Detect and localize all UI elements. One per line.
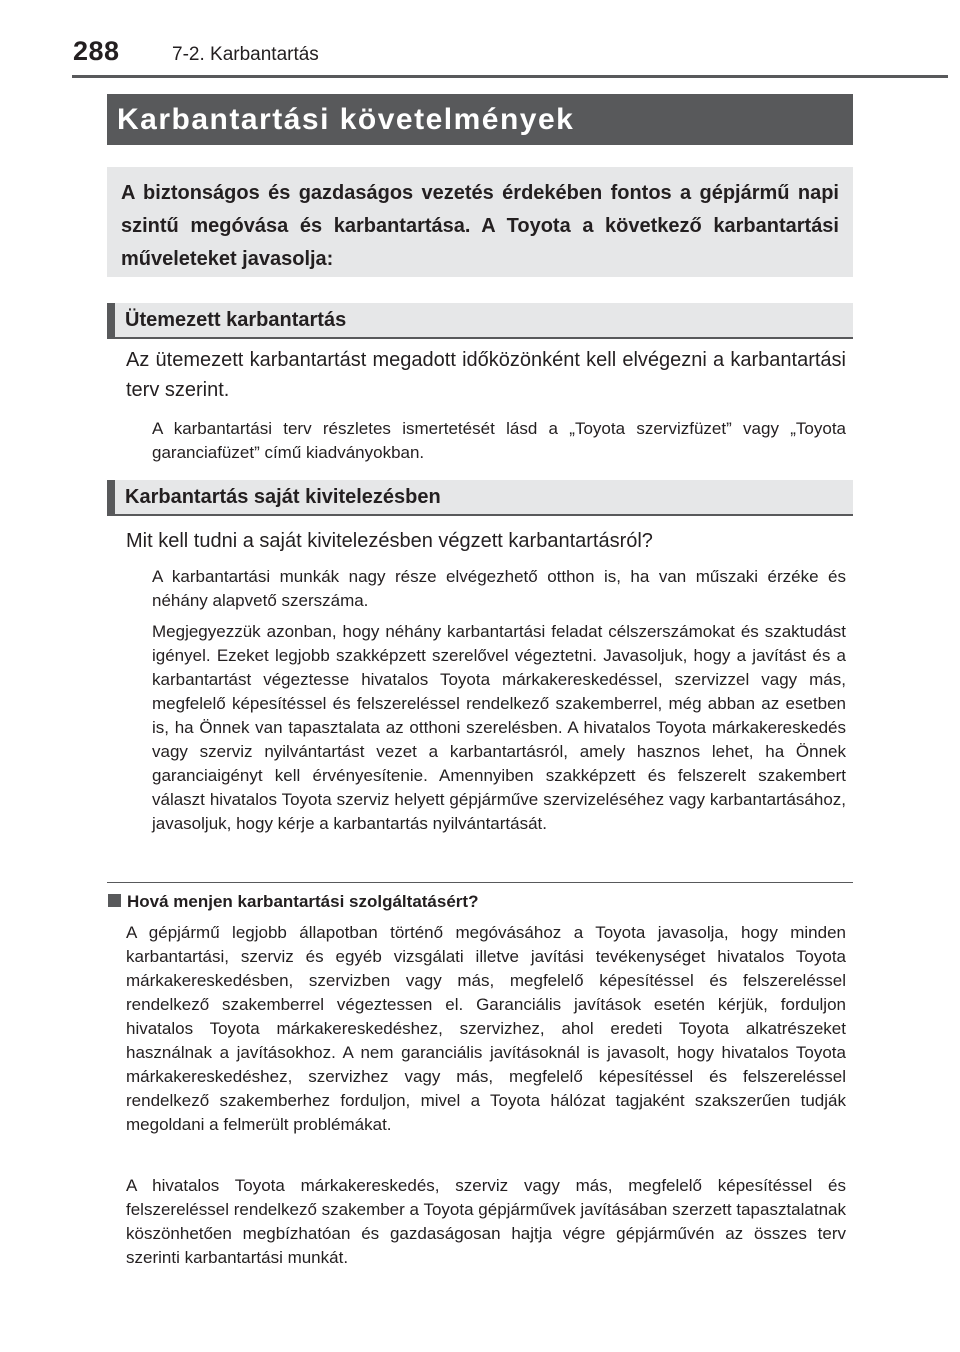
diy-lead-text: Mit kell tudni a saját kivitelezésben végzett karbantartásról? — [126, 530, 653, 552]
page-title: Karbantartási követelmények — [107, 94, 853, 145]
where-heading-text: Hová menjen karbantartási szolgáltatásért? — [127, 892, 479, 911]
square-bullet-icon — [108, 894, 121, 907]
section-divider — [107, 882, 853, 883]
page-number: 288 — [73, 36, 120, 66]
diy-note-1: A karbantartási munkák nagy része elvégezhető otthon is, ha van műszaki érzéke és néhány alapvető szerszáma. — [152, 567, 846, 610]
diy-note-2: Megjegyezzük azonban, hogy néhány karbantartási feladat célszerszámokat és szaktudást igényel. Ezeket legjobb szakképzett szerelővel végeztetni. Javasoljuk, hogy a javítást és a karbantartást végeztesse hivatalos Toyota márkakereskedéssel, szervizzel vagy más, megfelelő képesítéssel és felszereléssel rendelkező szakemberrel, még abban az esetben is, ha Önnek van tapasztalata az otthoni szerelésben. A hivatalos Toyota márkakereskedés vagy szerviz nyilvántartást vezet a karbantartásról, amely hasznos lehet, ha Önnek garanciaigényt kell érvényesítenie. Amennyiben szakképzett és felszerelt szakembert választ hivatalos Toyota szerviz helyett gépjárműve szervizeléséhez vagy karbantartásához, javasoljuk, hogy kérje a karbantartás nyilvántartását. — [152, 622, 846, 833]
scheduled-note: A karbantartási terv részletes ismertetését lásd a „Toyota szervizfüzet” vagy „Toyota garanciafüzet” című kiadványokban. — [152, 419, 846, 462]
heading-scheduled-maintenance: Ütemezett karbantartás — [107, 303, 853, 339]
where-heading — [108, 890, 478, 914]
where-paragraph-2: A hivatalos Toyota márkakereskedés, szerviz vagy más, megfelelő képesítéssel és felszereléssel rendelkező szakember a Toyota gépjárművek javításában szerzett tapasztalatnak köszönhetően megbízhatóan és gazdaságosan hajtja végre gépjárművén az összes terv szerinti karbantartási munkát. — [126, 1176, 846, 1267]
section-label: 7-2. Karbantartás — [172, 44, 319, 65]
header-divider — [72, 75, 948, 78]
intro-box: A biztonságos és gazdaságos vezetés érdekében fontos a gépjármű napi szintű megóvása és karbantartása. A Toyota a következő karbantartási műveleteket javasolja: — [107, 167, 853, 277]
scheduled-lead-text: Az ütemezett karbantartást megadott időközönként kell elvégezni a karbantartási terv szerint. — [126, 349, 846, 401]
heading-diy-maintenance: Karbantartás saját kivitelezésben — [107, 480, 853, 516]
where-paragraph-1: A gépjármű legjobb állapotban történő megóvásához a Toyota javasolja, hogy minden karbantartási, szerviz és egyéb vizsgálati illetve javítási tevékenységet hivatalos Toyota márkakereskedésben, szervizben vagy más, megfelelő képesítéssel és felszereléssel rendelkező szakemberrel végeztessen el. Garanciális javítások esetén kérjük, forduljon hivatalos Toyota márkakereskedéshez, szervizhez, ahol eredeti Toyota alkatrészeket használnak a javításokhoz. A nem garanciális javításoknál is javasolt, hogy hivatalos Toyota márkakereskedéshez, szervizhez vagy más, megfelelő képesítéssel és felszereléssel rendelkező szakemberhez forduljon, mivel a Toyota hálózat tagjaként szakszerűen tudják megoldani a felmerült problémákat. — [126, 923, 846, 1134]
